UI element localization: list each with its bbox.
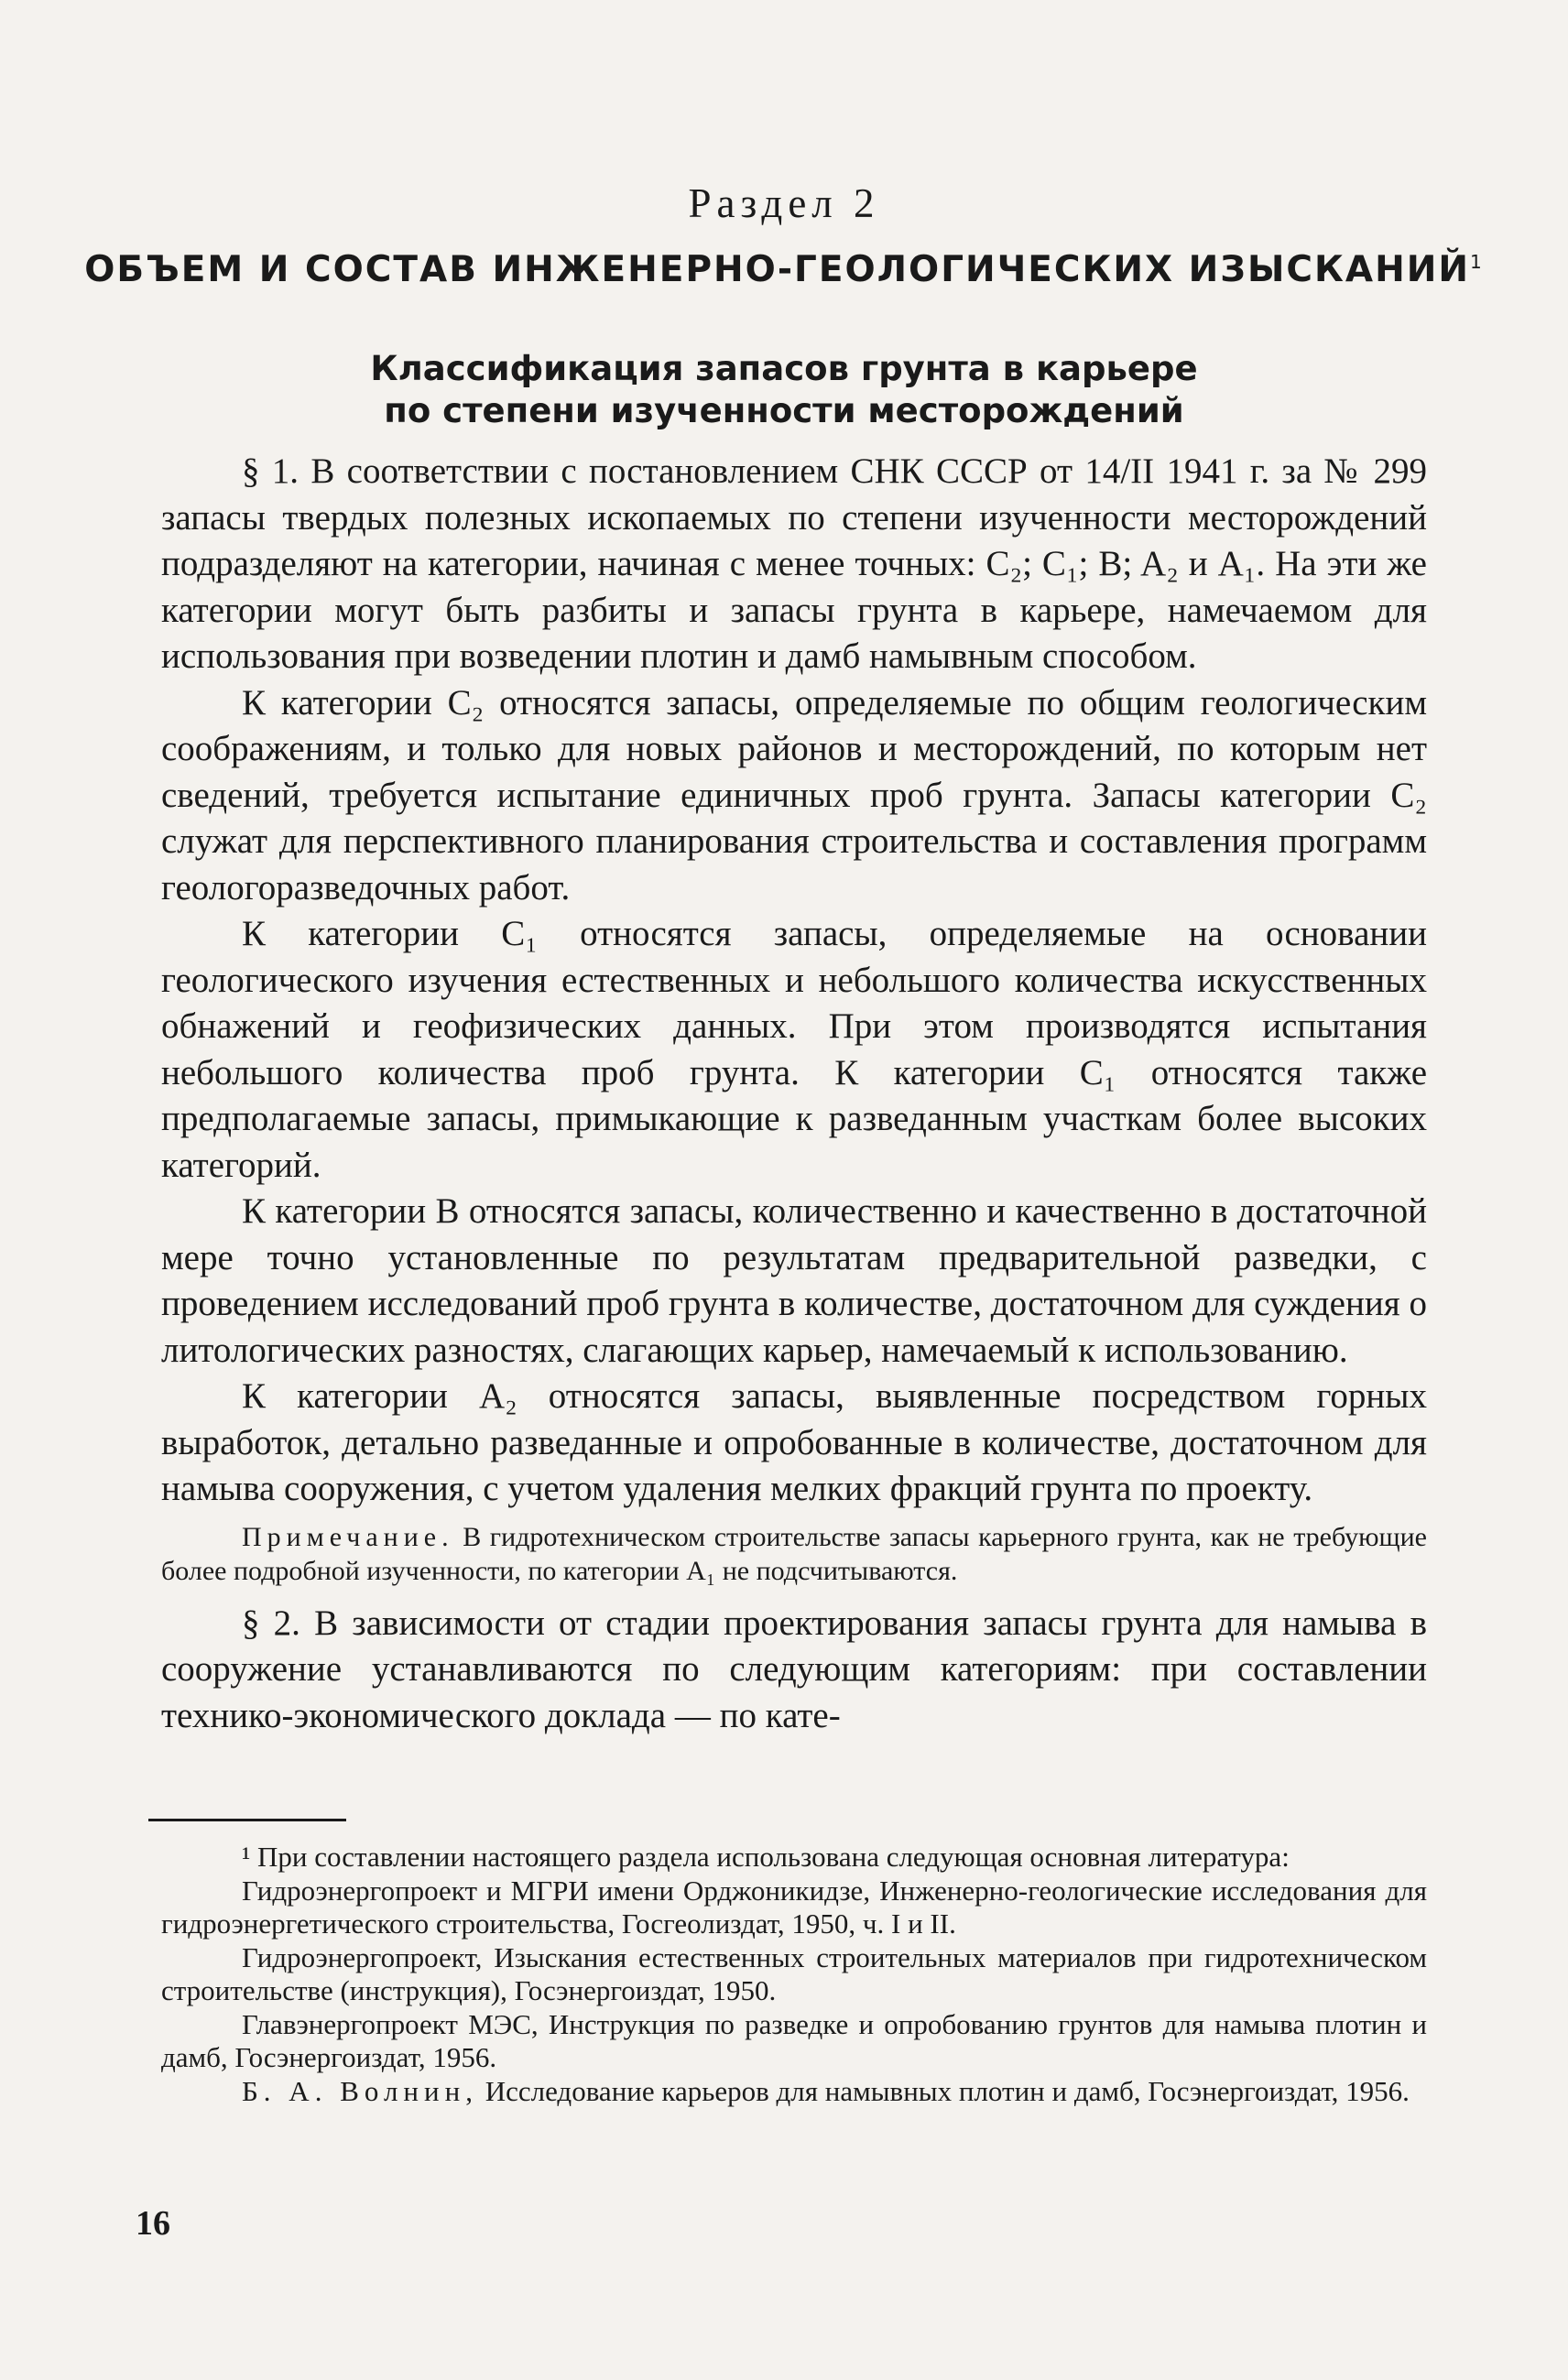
section-title (0, 249, 1568, 290)
footnote-ref-1: Гидроэнергопроект и МГРИ имени Орджоникидзе, Инженерно-геологические исследования для гидроэнергетического строительства, Госгеолиздат, 1950, ч. I и II. (161, 1874, 1427, 1940)
note-label: Примечание. (242, 1521, 454, 1552)
paragraph-1: § 1. В соответствии с постановлением СНК СССР от 14/II 1941 г. за № 299 запасы твердых полезных ископаемых по степени изученности месторождений подразделяют на категории, начиная с менее точных: C₂; C₁; B; A₂ и A₁. На эти же категории могут быть разбиты и запасы грунта в карьере, намечаемом для использования при возведении плотин и дамб намывным способом. (161, 451, 1427, 676)
paragraph-6: § 2. В зависимости от стадии проектирования запасы грунта для намыва в сооружение устанавливаются по следующим категориям: при составлении технико-экономического доклада — по кате- (161, 1603, 1427, 1735)
footnote-ref-4-author: Б. А. Волнин, (242, 2074, 478, 2107)
section-title-text: ОБЪЕМ И СОСТАВ ИНЖЕНЕРНО-ГЕОЛОГИЧЕСКИХ ИЗЫСКАНИЙ (84, 249, 1470, 290)
footnote-ref-4-text: Исследование карьеров для намывных плотин и дамб, Госэнергоиздат, 1956. (485, 2074, 1410, 2107)
note-text: В гидротехническом строительстве запасы карьерного грунта, как не требующие более подробной изученности, по категории A₁ не подсчитываются. (161, 1521, 1427, 1586)
section-label: Раздел 2 (688, 180, 880, 226)
subsection-title-line-2: по степени изученности месторождений (384, 391, 1184, 430)
footnotes (161, 1841, 1427, 2108)
footnote-intro: ¹ При составлении настоящего раздела использована следующая основная литература: (242, 1841, 1290, 1873)
page-number: 16 (136, 2204, 170, 2243)
footnote-divider (148, 1819, 346, 1821)
subsection-title (0, 348, 1568, 432)
paragraph-5: К категории A₂ относятся запасы, выявленные посредством горных выработок, детально разведанные и опробованные в количестве, достаточном для намыва сооружения, с учетом удаления мелких фракций грунта по проекту. (161, 1376, 1427, 1508)
subsection-title-line-1: Классификация запасов грунта в карьере (370, 349, 1198, 388)
footnote-ref-3: Главэнергопроект МЭС, Инструкция по разведке и опробованию грунтов для намыва плотин и дамб, Госэнергоиздат, 1956. (161, 2007, 1427, 2073)
note (161, 1520, 1427, 1588)
body-text (161, 449, 1427, 1739)
section-title-footnote-mark: 1 (1470, 251, 1484, 273)
paragraph-3: К категории C₁ относятся запасы, определяемые на основании геологического изучения естественных и небольшого количества искусственных обнажений и геофизических данных. При этом производятся испытания небольшого количества проб грунта. К категории C₁ относятся также предполагаемые запасы, примыкающие к разведанным участкам более высоких категорий. (161, 914, 1427, 1185)
paragraph-2: К категории C₂ относятся запасы, определяемые по общим геологическим соображениям, и только для новых районов и месторождений, по которым нет сведений, требуется испытание единичных проб грунта. Запасы категории C₂ служат для перспективного планирования строительства и составления программ геологоразведочных работ. (161, 682, 1427, 907)
footnote-ref-4 (161, 2075, 1427, 2109)
footnote-ref-2: Гидроэнергопроект, Изыскания естественных строительных материалов при гидротехническом строительстве (инструкция), Госэнергоиздат, 1950. (161, 1940, 1427, 2006)
paragraph-4: К категории B относятся запасы, количественно и качественно в достаточной мере точно установленные по результатам предварительной разведки, с проведением исследований проб грунта в количестве, достаточном для суждения о литологических разностях, слагающих карьер, намечаемый к использованию. (161, 1191, 1427, 1370)
